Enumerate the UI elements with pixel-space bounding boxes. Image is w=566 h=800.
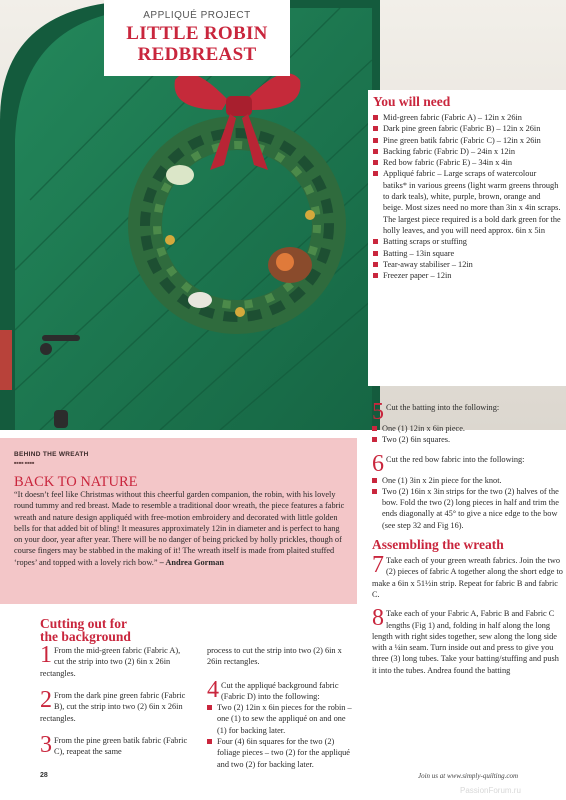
watermark: PassionForum.ru: [460, 786, 521, 795]
step-text: From the dark pine green fabric (Fabric B), cut the strip into two (2) 6in x 26in rectangles.: [40, 691, 186, 723]
cutting-heading-line2: the background: [40, 629, 131, 644]
step-text: Cut the appliqué background fabric (Fabric D) into the following:: [221, 680, 339, 701]
footer-url: Join us at www.simply-quilting.com: [418, 772, 519, 780]
step-number: 5: [372, 399, 384, 425]
step-number: 4: [207, 676, 219, 703]
cutting-step-6: [372, 450, 564, 477]
cutting-step-4: [207, 676, 357, 703]
step-number: 1: [40, 642, 52, 668]
step-5-item: Two (2) 6in squares.: [372, 434, 564, 445]
assembling-heading: Assembling the wreath: [372, 537, 504, 553]
materials-heading: You will need: [373, 94, 451, 109]
step-6-list: [372, 475, 564, 531]
assembly-step-8: [372, 605, 564, 676]
project-kicker: APPLIQUÉ PROJECT: [143, 10, 251, 21]
behind-author: – Andrea Gorman: [159, 557, 225, 567]
materials-item: Tear-away stabiliser – 12in: [373, 259, 562, 270]
step-text: From the mid-green fabric (Fabric A), cut the strip into two (2) 6in x 26in rectangles.: [40, 646, 181, 678]
middle-column: [207, 645, 357, 770]
step-5-item: One (1) 12in x 6in piece.: [372, 423, 564, 434]
step-4-item: Four (4) 6in squares for the two (2) foliage pieces – two (2) for the appliqué and two (2) for backing later.: [207, 736, 357, 770]
cutting-step-1: [40, 642, 190, 679]
step-number: 3: [40, 732, 52, 758]
behind-heading: BACK TO NATURE: [14, 474, 138, 490]
materials-item: Batting – 13in square: [373, 248, 562, 259]
cutting-heading-line1: Cutting out for: [40, 616, 127, 631]
step-text: Take each of your green wreath fabrics. Join the two (2) pieces of fabric A together along the short edge to make a 6in x 51½in strip. Repeat for fabric B and fabric C.: [372, 556, 563, 599]
step-number: 2: [40, 687, 52, 713]
behind-quote: “It doesn’t feel like Christmas without this cheerful garden companion, the robin, with his lovely round tummy and red breast. Made to resemble a traditional door wreath, the piece features a fabric wreath and nature design appliquéd with free-motion embroidery and decorated with little golden bells for that added bit of bling! It measures approximately 12in in diameter and is perfect to hang on your door, year after year. There will be no danger of being pricked by holly prickles, though of course fingers may be stabbed in the making of it! The wreath itself is made from plaited stuffed ‘ropes’ and topped with a lovely rich bow.”: [14, 490, 345, 567]
cutting-heading: [40, 617, 180, 643]
step-number: 8: [372, 605, 384, 632]
step-text: From the pine green batik fabric (Fabric C), reapeat the same: [54, 736, 188, 757]
materials-item: Backing fabric (Fabric D) – 24in x 12in: [373, 146, 562, 157]
cutting-step-3: [40, 732, 190, 758]
materials-item: Red bow fabric (Fabric E) – 34in x 4in: [373, 157, 562, 168]
step-6-item: One (1) 3in x 2in piece for the knot.: [372, 475, 564, 486]
materials-item: Dark pine green fabric (Fabric B) – 12in x 26in: [373, 123, 562, 134]
materials-item: Batting scraps or stuffing: [373, 236, 562, 247]
title-block: [104, 0, 290, 76]
page-title-line2: REDBREAST: [137, 44, 257, 65]
materials-item: Freezer paper – 12in: [373, 270, 562, 281]
cutting-step-2: [40, 687, 190, 724]
materials-item: Mid-green fabric (Fabric A) – 12in x 26in: [373, 112, 562, 123]
behind-dots: ■■■■ ■■■■: [14, 460, 35, 465]
step-text: Take each of your Fabric A, Fabric B and Fabric C lengths (Fig 1) and, folding in half along the long length with right sides together, sew along the long side with a ¼in seam. Turn inside out and press to give you three (3) long tubes. Take your batting/stuffing and push it into the tubes. Andrea found the batting: [372, 609, 559, 675]
step-6-item: Two (2) 16in x 3in strips for the two (2) halves of the bow. Fold the two (2) long pieces in half and trim the ends diagonally at 45° to give a nice edge to the bow (see step 32 and Fig 16).: [372, 486, 564, 531]
right-column: [372, 399, 564, 676]
step-3-continued: process to cut the strip into two (2) 6in x 26in rectangles.: [207, 646, 342, 667]
materials-item: Pine green batik fabric (Fabric C) – 12in x 26in: [373, 135, 562, 146]
page-title-line1: LITTLE ROBIN: [126, 23, 268, 44]
step-4-list: [207, 702, 357, 770]
cutting-step-5: [372, 399, 564, 425]
step-5-list: [372, 423, 564, 446]
behind-text: [14, 489, 348, 568]
materials-list: [368, 112, 566, 281]
page-number: 28: [40, 772, 48, 779]
step-number: 7: [372, 552, 384, 579]
step-text: Cut the red bow fabric into the following:: [386, 454, 525, 464]
assembly-step-7: [372, 552, 564, 600]
step-text: Cut the batting into the following:: [386, 403, 500, 412]
materials-item: Appliqué fabric – Large scraps of watercolour batiks* in various greens (light warm greens through to dark teals), white, purple, brown, orange and beige. Most sizes need no more than 3in x 4in scraps. The largest piece required is a bold dark green for the holly leaves, and you will need approx. 6in x 5in: [373, 168, 562, 236]
step-number: 6: [372, 450, 384, 477]
behind-label: BEHIND THE WREATH: [14, 451, 89, 458]
step-4-item: Two (2) 12in x 6in pieces for the robin – one (1) to sew the appliqué on and one (1) for backing later.: [207, 702, 357, 736]
materials-panel: [368, 90, 566, 386]
